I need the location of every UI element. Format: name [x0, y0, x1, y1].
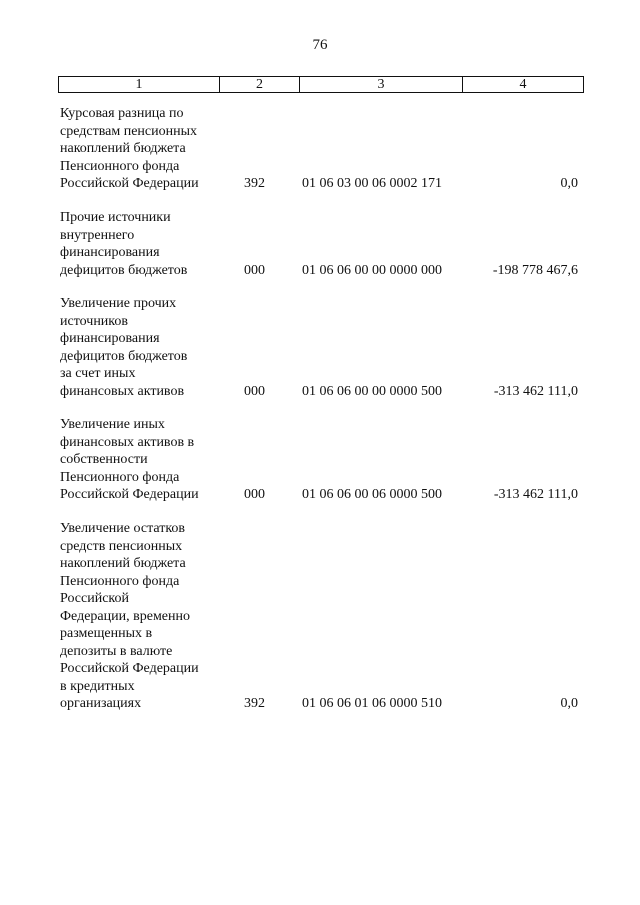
row-name: Увеличение иных финансовых активов в собственности Пенсионного фонда Российской Федерации — [60, 417, 199, 502]
table-row — [60, 295, 580, 400]
row-amount: 0,0 — [560, 696, 578, 711]
row-amount: -313 462 111,0 — [493, 383, 578, 399]
row-name: Курсовая разница по средствам пенсионных накоплений бюджета Пенсионного фонда Российской Федерации — [60, 106, 199, 191]
row-code: 000 — [244, 383, 265, 399]
header-col-2: 2 — [219, 77, 299, 92]
header-col-3: 3 — [299, 77, 462, 92]
row-kbk: 01 06 06 00 00 0000 500 — [302, 383, 442, 399]
row-amount: -313 462 111,0 — [493, 487, 578, 502]
row-code: 392 — [244, 176, 265, 191]
row-name: Увеличение остатков средств пенсионных накоплений бюджета Пенсионного фонда Российской Федерации, временно размещенных в депозиты в валюте Российской Федерации в кредитных организациях — [60, 521, 199, 711]
table-row — [60, 416, 580, 504]
row-code: 392 — [244, 696, 265, 711]
row-amount: -198 778 467,6 — [492, 262, 578, 278]
row-kbk: 01 06 03 00 06 0002 171 — [302, 176, 442, 191]
table-row — [60, 105, 580, 193]
row-name: Прочие источники внутреннего финансирования дефицитов бюджетов — [60, 210, 188, 278]
row-amount: 0,0 — [560, 176, 578, 191]
table-header-row — [58, 76, 584, 93]
row-kbk: 01 06 06 00 00 0000 000 — [302, 262, 442, 278]
row-name: Увеличение прочих источников финансирования дефицитов бюджетов за счет иных финансовых активов — [60, 296, 188, 399]
header-col-1: 1 — [135, 77, 143, 92]
header-col-4: 4 — [462, 77, 583, 92]
table-row — [60, 520, 580, 713]
page-number: 76 — [312, 37, 328, 53]
table-row — [60, 209, 580, 279]
row-code: 000 — [244, 262, 265, 278]
row-kbk: 01 06 06 01 06 0000 510 — [302, 696, 442, 711]
row-code: 000 — [244, 487, 265, 502]
row-kbk: 01 06 06 00 06 0000 500 — [302, 487, 442, 502]
